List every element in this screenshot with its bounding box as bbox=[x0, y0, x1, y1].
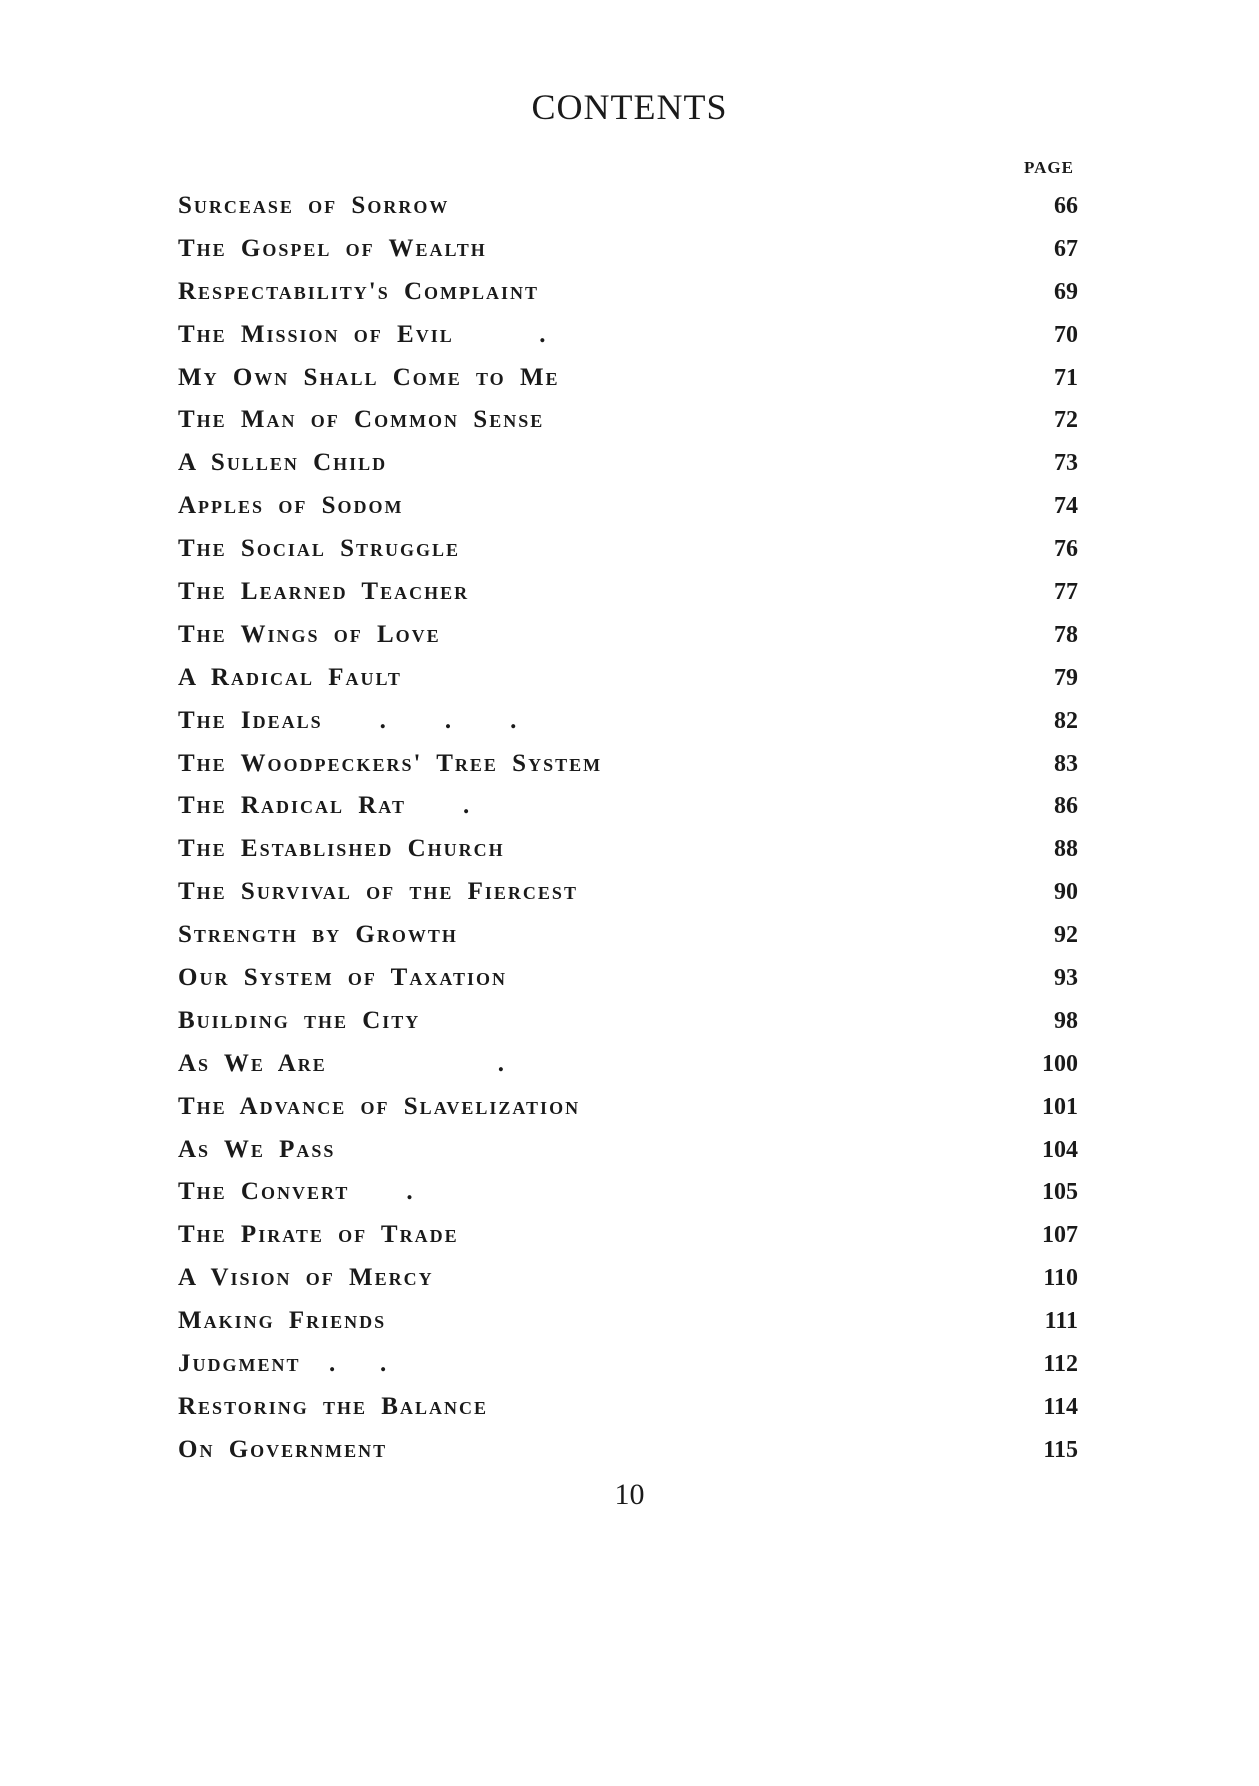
toc-entry-title: The Convert . bbox=[178, 1178, 415, 1206]
table-of-contents bbox=[178, 185, 1078, 1472]
toc-entry bbox=[178, 785, 1078, 828]
toc-entry bbox=[178, 743, 1078, 786]
toc-entry-page: 73 bbox=[1054, 450, 1078, 477]
toc-entry-page: 107 bbox=[1042, 1222, 1078, 1249]
toc-entry bbox=[178, 1386, 1078, 1429]
toc-entry-page: 93 bbox=[1054, 965, 1078, 992]
toc-entry-title: The Radical Rat . bbox=[178, 792, 472, 820]
toc-entry bbox=[178, 1343, 1078, 1386]
toc-entry bbox=[178, 399, 1078, 442]
toc-entry-title: The Man of Common Sense bbox=[178, 406, 545, 434]
toc-entry bbox=[178, 1000, 1078, 1043]
toc-entry bbox=[178, 1214, 1078, 1257]
toc-entry bbox=[178, 571, 1078, 614]
toc-entry bbox=[178, 442, 1078, 485]
toc-entry-title: Making Friends bbox=[178, 1307, 387, 1335]
toc-entry-title: On Government bbox=[178, 1435, 388, 1463]
toc-entry bbox=[178, 357, 1078, 400]
toc-entry-page: 98 bbox=[1054, 1007, 1078, 1034]
toc-entry-title: Building the City bbox=[178, 1006, 421, 1034]
toc-entry bbox=[178, 228, 1078, 271]
toc-entry-page: 71 bbox=[1054, 364, 1078, 391]
toc-entry bbox=[178, 871, 1078, 914]
toc-entry-title: Judgment . . bbox=[178, 1350, 389, 1378]
toc-entry bbox=[178, 914, 1078, 957]
toc-entry-page: 114 bbox=[1043, 1393, 1078, 1420]
toc-entry bbox=[178, 1043, 1078, 1086]
toc-entry-title: As We Pass bbox=[178, 1135, 336, 1163]
toc-entry bbox=[178, 1129, 1078, 1172]
toc-entry-page: 76 bbox=[1054, 536, 1078, 563]
toc-entry-page: 79 bbox=[1054, 664, 1078, 691]
toc-entry-page: 88 bbox=[1054, 836, 1078, 863]
toc-entry-title: The Advance of Slavelization bbox=[178, 1092, 581, 1120]
toc-entry-page: 67 bbox=[1054, 235, 1078, 262]
toc-entry-page: 82 bbox=[1054, 707, 1078, 734]
toc-entry-page: 70 bbox=[1054, 321, 1078, 348]
toc-entry-page: 72 bbox=[1054, 407, 1078, 434]
toc-entry-title: Respectability's Complaint bbox=[178, 277, 540, 305]
toc-entry-title: A Sullen Child bbox=[178, 449, 388, 477]
toc-entry-title: Strength by Growth bbox=[178, 921, 458, 949]
toc-entry-title: The Pirate of Trade bbox=[178, 1221, 459, 1249]
toc-entry-page: 105 bbox=[1042, 1179, 1078, 1206]
toc-entry-title: Our System of Taxation bbox=[178, 964, 507, 992]
toc-entry-page: 115 bbox=[1043, 1436, 1078, 1463]
toc-entry-page: 69 bbox=[1054, 278, 1078, 305]
toc-entry-title: The Learned Teacher bbox=[178, 578, 470, 606]
toc-entry bbox=[178, 528, 1078, 571]
toc-entry-title: A Radical Fault bbox=[178, 663, 402, 691]
toc-entry-page: 101 bbox=[1042, 1093, 1078, 1120]
toc-entry-title: Surcease of Sorrow bbox=[178, 192, 450, 219]
toc-entry bbox=[178, 185, 1078, 228]
toc-entry bbox=[178, 1171, 1078, 1214]
toc-entry bbox=[178, 1086, 1078, 1129]
toc-entry-page: 111 bbox=[1044, 1308, 1078, 1335]
toc-entry-title: As We Are . bbox=[178, 1049, 507, 1077]
toc-entry bbox=[178, 657, 1078, 700]
page-column-header: PAGE bbox=[1024, 158, 1074, 177]
toc-entry-page: 112 bbox=[1043, 1351, 1078, 1378]
toc-entry-page: 110 bbox=[1043, 1265, 1078, 1292]
page-number: 10 bbox=[614, 1478, 645, 1511]
toc-entry-title: Apples of Sodom bbox=[178, 492, 404, 520]
toc-entry-title: Restoring the Balance bbox=[178, 1392, 488, 1420]
toc-entry bbox=[178, 1300, 1078, 1343]
toc-entry-title: The Mission of Evil . bbox=[178, 320, 548, 348]
toc-entry-title: My Own Shall Come to Me bbox=[178, 363, 560, 391]
toc-entry bbox=[178, 957, 1078, 1000]
toc-entry-page: 66 bbox=[1054, 193, 1078, 219]
toc-entry bbox=[178, 314, 1078, 357]
toc-entry bbox=[178, 828, 1078, 871]
toc-entry-page: 100 bbox=[1042, 1050, 1078, 1077]
toc-entry-title: The Ideals . . . bbox=[178, 706, 519, 734]
toc-entry bbox=[178, 1429, 1078, 1472]
toc-entry-title: The Survival of the Fiercest bbox=[178, 878, 578, 906]
toc-entry-title: The Gospel of Wealth bbox=[178, 234, 487, 262]
toc-entry bbox=[178, 700, 1078, 743]
toc-entry-page: 92 bbox=[1054, 922, 1078, 949]
toc-entry-title: The Wings of Love bbox=[178, 620, 441, 648]
toc-entry-page: 90 bbox=[1054, 879, 1078, 906]
toc-entry bbox=[178, 271, 1078, 314]
toc-entry-page: 104 bbox=[1042, 1136, 1078, 1163]
toc-entry-page: 86 bbox=[1054, 793, 1078, 820]
toc-entry-page: 78 bbox=[1054, 621, 1078, 648]
toc-entry bbox=[178, 485, 1078, 528]
page-title: CONTENTS bbox=[531, 87, 728, 127]
toc-entry-title: The Established Church bbox=[178, 835, 505, 863]
toc-entry-title: The Woodpeckers' Tree System bbox=[178, 749, 603, 777]
toc-entry bbox=[178, 614, 1078, 657]
toc-entry-title: The Social Struggle bbox=[178, 535, 461, 563]
toc-entry-title: A Vision of Mercy bbox=[178, 1264, 434, 1292]
toc-entry bbox=[178, 1257, 1078, 1300]
toc-entry-page: 74 bbox=[1054, 493, 1078, 520]
toc-entry-page: 83 bbox=[1054, 750, 1078, 777]
toc-entry-page: 77 bbox=[1054, 579, 1078, 606]
